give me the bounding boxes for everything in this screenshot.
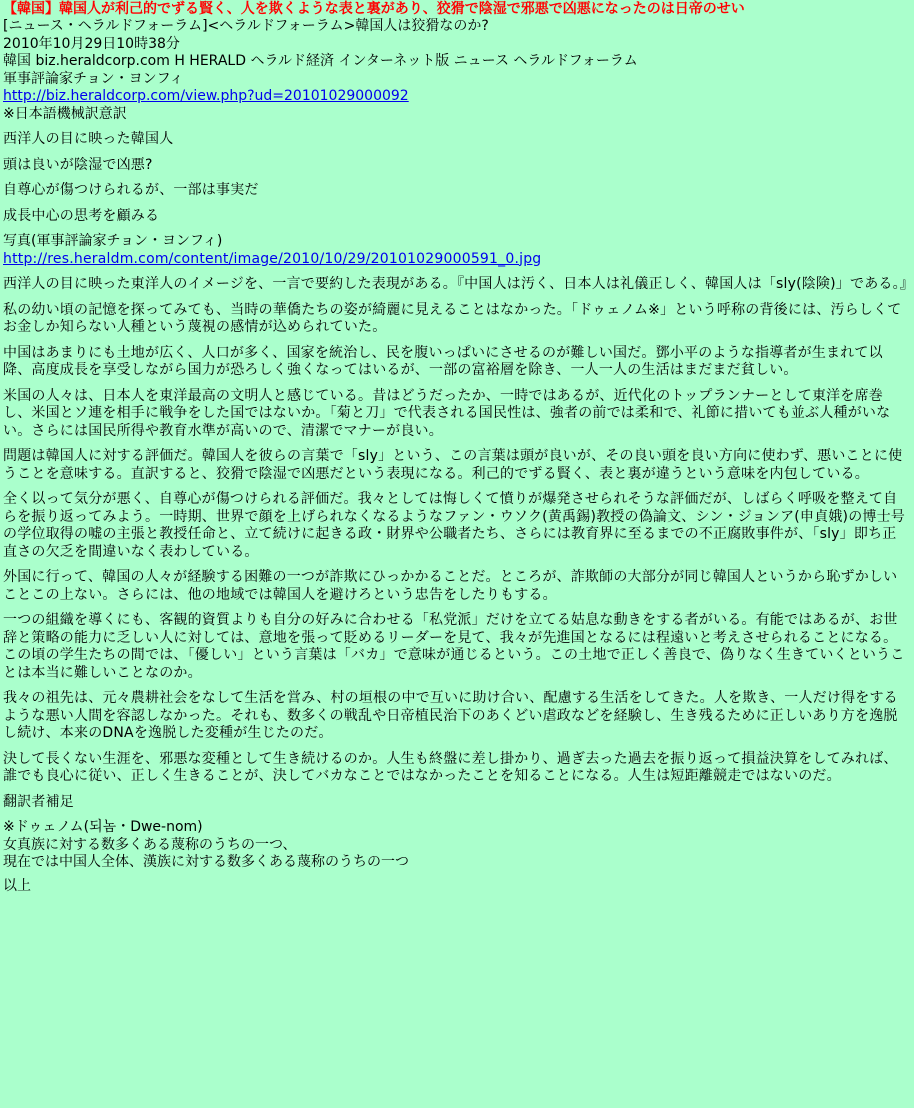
- source-link[interactable]: http://biz.heraldcorp.com/view.php?ud=20101029000092: [3, 88, 409, 104]
- publisher-line: 韓国 biz.heraldcorp.com H HERALD ヘラルド経済 インターネット版 ニュース ヘラルドフォーラム: [3, 53, 638, 69]
- translator-note-line: 現在では中国人全体、漢族に対する数多くある蔑称のうちの一つ: [3, 854, 409, 870]
- body-paragraph: 問題は韓国人に対する評価だ。韓国人を彼らの言葉で「sly」という、この言葉は頭が良いが、その良い頭を良い方向に使わず、悪いことに使うことを意味する。直訳すると、狡猾で陰湿で凶悪だという表現になる。利己的でずる賢く、表と裏が違うという意味を内包している。: [3, 448, 903, 482]
- body-paragraph: 一つの組織を導くにも、客観的資質よりも自分の好みに合わせる「私党派」だけを立てる姑息な動きをする者がいる。有能ではあるが、お世辞と策略の能力に乏しい人に対しては、意地を張って貶めるリーダーを見て、我々が先進国となるには程遠いと考えさせられることになる。この頃の学生たちの間では、「優しい」という言葉は「バカ」で意味が通じるという。この土地で正しく善良で、偽りなく生きていくということは本当に難しいことなのか。: [3, 612, 905, 681]
- date-line: 2010年10月29日10時38分: [3, 35, 180, 52]
- body-paragraph: 我々の祖先は、元々農耕社会をなして生活を営み、村の垣根の中で互いに助け合い、配慮する生活をしてきた。人を欺き、一人だけ得をするような悪い人間を容認しなかった。それも、数多くの戦乱や日帝植民治下のあくどい虐政などを経験し、生き残るために正しいあり方を逸脱し続け、本来のDNAを逸脱した変種が生じたのだ。: [3, 690, 898, 741]
- article-meta: [3, 18, 910, 123]
- subhead: 西洋人の目に映った韓国人: [3, 131, 174, 147]
- translator-note-term: ※ドゥェノム(되놈・Dwe-nom): [3, 819, 203, 835]
- body-paragraph: 中国はあまりにも土地が広く、人口が多く、国家を統治し、民を腹いっぱいにさせるのが難しい国だ。鄧小平のような指導者が生まれて以降、高度成長を享受しながら国力が恐ろしく強くなってはいるが、一部の富裕層を除き、一人一人の生活はまだまだ貧しい。: [3, 344, 883, 378]
- body-paragraph: 外国に行って、韓国の人々が経験する困難の一つが詐欺にひっかかることだ。ところが、詐欺師の大部分が同じ韓国人というから恥ずかしいことこの上ない。さらには、他の地域では韓国人を避けろという忠告をしたりもする。: [3, 569, 898, 603]
- translator-note-title: 翻訳者補足: [3, 793, 74, 810]
- translator-note: [3, 794, 910, 872]
- translator-note-line: 女真族に対する数多くある蔑称のうちの一つ、: [3, 836, 297, 853]
- source-line: [ニュース・ヘラルドフォーラム]<ヘラルドフォーラム>韓国人は狡猾なのか?: [3, 18, 489, 34]
- photo-caption: 写真(軍事評論家チョン・ヨンフィ): [3, 233, 223, 249]
- body-paragraph: 米国の人々は、日本人を東洋最高の文明人と感じている。昔はどうだったか、一時ではあるが、近代化のトップランナーとして東洋を席巻し、米国とソ連を相手に戦争をした国ではないか。「菊と刀」で代表される国民性は、強者の前では柔和で、礼節に措いても並ぶ人種がいない。さらには国民所得や教育水準が高いので、清潔でマナーが良い。: [3, 387, 891, 439]
- body-paragraph: 私の幼い頃の記憶を探ってみても、当時の華僑たちの姿が綺麗に見えることはなかった。「ドゥェノム※」という呼称の背後には、汚らしくてお金しか知らない人種という蔑視の感情が込められていた。: [3, 301, 902, 335]
- body-paragraph: 決して長くない生涯を、邪悪な変種として生き続けるのか。人生も終盤に差し掛かり、過ぎ去った過去を振り返って損益決算をしてみれば、誰でも良心に従い、正しく生きることが、決してバカなことではなかったことを知ることになる。人生は短距離競走ではないのだ。: [3, 750, 898, 784]
- translation-note: ※日本語機械訳意訳: [3, 105, 127, 122]
- body-paragraph: 全く以って気分が悪く、自尊心が傷つけられる評価だ。我々としては悔しくて憤りが爆発させられそうな評価だが、しばらく呼吸を整えて自らを振り返ってみよう。一時期、世界で顔を上げられなくなるようなファン・ウソク(黄禹錫)教授の偽論文、シン・ジョンア(申貞娥)の博士号の学位取得の嘘の主張と教授任命と、立て続けに起きる政・財界や公職者たち、さらには教育界に至るまでの不正腐敗事件が、「sly」即ち正直さの欠乏を間違いなく表わしている。: [3, 491, 905, 560]
- subhead: 頭は良いが陰湿で凶悪?: [3, 156, 153, 173]
- body-paragraph: 西洋人の目に映った東洋人のイメージを、一言で要約した表現がある。『中国人は汚く、日本人は礼儀正しく、韓国人は「sly(陰険)」である。』: [3, 276, 914, 292]
- author-line: 軍事評論家チョン・ヨンフィ: [3, 70, 184, 87]
- closing-text: 以上: [3, 877, 31, 894]
- photo-link[interactable]: http://res.heraldm.com/content/image/2010/10/29/20101029000591_0.jpg: [3, 250, 542, 267]
- subhead: 成長中心の思考を顧みる: [3, 207, 160, 224]
- headline: 【韓国】韓国人が利己的でずる賢く、人を欺くような表と裏があり、狡猾で陰湿で邪悪で凶悪になったのは日帝のせい: [3, 1, 745, 17]
- subhead: 自尊心が傷つけられるが、一部は事実だ: [3, 182, 259, 198]
